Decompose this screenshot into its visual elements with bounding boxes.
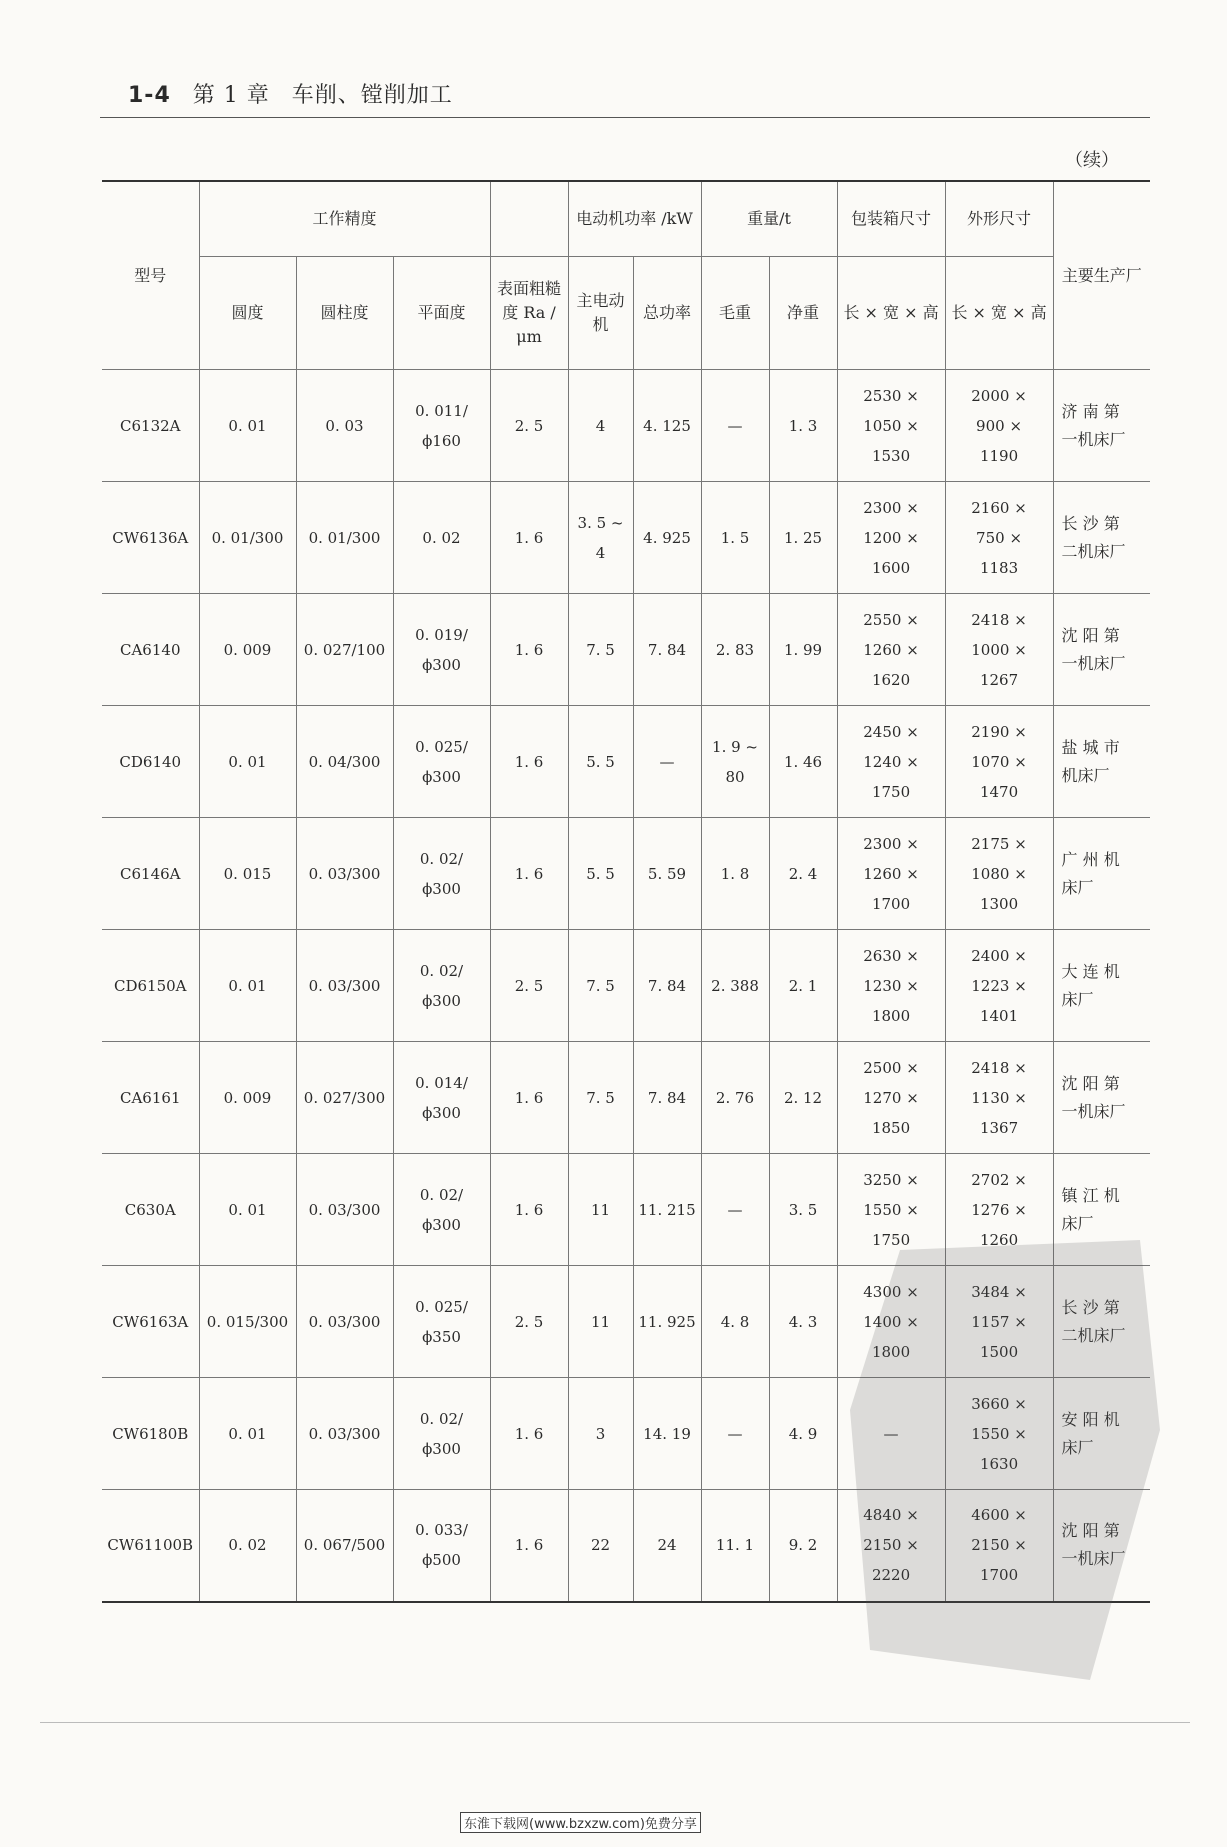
cell-net-weight: 1. 25	[769, 482, 837, 594]
cell-maker-line: 一机床厂	[1061, 1101, 1126, 1121]
cell-main-motor: 7. 5	[568, 930, 633, 1042]
cell-gross-weight: —	[701, 370, 769, 482]
cell-outline-dims-line: 1223 ×	[971, 976, 1027, 995]
table-row	[102, 370, 1150, 482]
cell-total-power: 7. 84	[633, 1042, 701, 1154]
cell-maker	[1053, 1154, 1150, 1266]
cell-maker-line: 床厂	[1061, 877, 1094, 897]
cell-outline-dims-line: 2418 ×	[971, 1058, 1027, 1077]
cell-roundness: 0. 01	[199, 930, 296, 1042]
cell-net-weight: 3. 5	[769, 1154, 837, 1266]
table-row	[102, 706, 1150, 818]
cell-total-power: 4. 925	[633, 482, 701, 594]
cell-package-dims	[837, 1490, 945, 1602]
cell-roughness: 2. 5	[490, 370, 568, 482]
cell-gross-weight: 2. 76	[701, 1042, 769, 1154]
cell-flatness-line: ϕ300	[422, 1215, 461, 1234]
cell-outline-dims-line: 2400 ×	[971, 946, 1027, 965]
cell-roundness: 0. 01/300	[199, 482, 296, 594]
cell-outline-dims-line: 1300	[979, 894, 1019, 913]
header-package-group: 包装箱尺寸	[837, 181, 945, 257]
cell-package-dims	[837, 930, 945, 1042]
cell-cylindricity: 0. 067/500	[296, 1490, 393, 1602]
cell-maker	[1053, 1490, 1150, 1602]
cell-maker-line: 二机床厂	[1061, 541, 1126, 561]
cell-model: CW6163A	[102, 1266, 199, 1378]
cell-cylindricity: 0. 03/300	[296, 1266, 393, 1378]
cell-flatness-line: ϕ300	[422, 879, 461, 898]
cell-total-power: 4. 125	[633, 370, 701, 482]
cell-flatness-line: 0. 02/	[419, 961, 464, 980]
cell-maker-line: 二机床厂	[1061, 1325, 1126, 1345]
table-row	[102, 1154, 1150, 1266]
header-maker: 主要生产厂	[1053, 181, 1150, 370]
header-roundness: 圆度	[199, 257, 296, 370]
cell-maker-line: 大 连 机	[1061, 961, 1120, 981]
cell-roundness: 0. 01	[199, 706, 296, 818]
cell-outline-dims	[945, 818, 1053, 930]
cell-gross-weight: 1. 5	[701, 482, 769, 594]
cell-flatness-line: 0. 011/	[415, 401, 468, 420]
cell-outline-dims	[945, 1154, 1053, 1266]
cell-maker	[1053, 930, 1150, 1042]
cell-package-dims	[837, 482, 945, 594]
cell-outline-dims-line: 1130 ×	[971, 1088, 1027, 1107]
cell-main-motor: 7. 5	[568, 594, 633, 706]
header-cylindricity: 圆柱度	[296, 257, 393, 370]
header-gross-weight: 毛重	[701, 257, 769, 370]
cell-package-dims-line: —	[883, 1424, 899, 1443]
continued-label: （续）	[1065, 150, 1119, 171]
cell-model: CW6180B	[102, 1378, 199, 1490]
cell-cylindricity: 0. 03/300	[296, 1154, 393, 1266]
cell-net-weight: 2. 12	[769, 1042, 837, 1154]
cell-total-power: 14. 19	[633, 1378, 701, 1490]
cell-roundness: 0. 015	[199, 818, 296, 930]
cell-model: CD6140	[102, 706, 199, 818]
cell-package-dims-line: 2530 ×	[863, 386, 919, 405]
cell-flatness-line: ϕ300	[422, 991, 461, 1010]
table-row	[102, 930, 1150, 1042]
cell-model: C630A	[102, 1154, 199, 1266]
cell-gross-weight: 11. 1	[701, 1490, 769, 1602]
cell-roundness: 0. 02	[199, 1490, 296, 1602]
cell-gross-weight: 2. 388	[701, 930, 769, 1042]
cell-outline-dims-line: 2190 ×	[971, 722, 1027, 741]
cell-outline-dims-line: 1080 ×	[971, 864, 1027, 883]
cell-maker	[1053, 1042, 1150, 1154]
cell-main-motor: 11	[568, 1154, 633, 1266]
cell-roundness: 0. 009	[199, 1042, 296, 1154]
header-rule	[100, 117, 1150, 118]
cell-roundness: 0. 01	[199, 1154, 296, 1266]
cell-net-weight: 2. 1	[769, 930, 837, 1042]
cell-maker-line: 沈 阳 第	[1061, 625, 1120, 645]
cell-model: C6132A	[102, 370, 199, 482]
cell-roughness: 1. 6	[490, 1378, 568, 1490]
cell-maker-line: 一机床厂	[1061, 653, 1126, 673]
table-body	[102, 370, 1150, 1602]
cell-flatness	[393, 930, 490, 1042]
cell-outline-dims-line: 1401	[979, 1006, 1019, 1025]
cell-total-power: 7. 84	[633, 594, 701, 706]
cell-net-weight: 1. 3	[769, 370, 837, 482]
cell-model: CW6136A	[102, 482, 199, 594]
cell-maker	[1053, 594, 1150, 706]
cell-maker	[1053, 370, 1150, 482]
cell-maker-line: 安 阳 机	[1061, 1409, 1120, 1429]
cell-total-power: 5. 59	[633, 818, 701, 930]
cell-roughness: 2. 5	[490, 1266, 568, 1378]
cell-cylindricity: 0. 03/300	[296, 818, 393, 930]
cell-roughness: 1. 6	[490, 818, 568, 930]
cell-maker-line: 长 沙 第	[1061, 1297, 1120, 1317]
cell-outline-dims-line: 1700	[979, 1566, 1019, 1585]
cell-package-dims-line: 1800	[871, 1006, 911, 1025]
cell-flatness-line: 0. 02/	[419, 1185, 464, 1204]
cell-total-power: 11. 925	[633, 1266, 701, 1378]
page-number: 1-4	[128, 83, 171, 108]
cell-outline-dims-line: 750 ×	[976, 528, 1023, 547]
cell-package-dims	[837, 1266, 945, 1378]
cell-package-dims-line: 1200 ×	[863, 528, 919, 547]
running-header	[128, 78, 453, 109]
cell-flatness-line: 0. 02	[422, 528, 461, 547]
cell-package-dims-line: 1400 ×	[863, 1312, 919, 1331]
cell-flatness-line: ϕ300	[422, 1439, 461, 1458]
cell-package-dims-line: 4300 ×	[863, 1282, 919, 1301]
cell-package-dims	[837, 1154, 945, 1266]
cell-flatness-line: ϕ160	[422, 431, 461, 450]
cell-maker-line: 盐 城 市	[1061, 737, 1120, 757]
cell-package-dims-line: 1230 ×	[863, 976, 919, 995]
header-flatness: 平面度	[393, 257, 490, 370]
cell-maker-line: 床厂	[1061, 1213, 1094, 1233]
cell-cylindricity: 0. 03	[296, 370, 393, 482]
table-row	[102, 1378, 1150, 1490]
cell-package-dims-line: 1750	[871, 782, 911, 801]
cell-maker-line: 济 南 第	[1061, 401, 1120, 421]
cell-package-dims-line: 2450 ×	[863, 722, 919, 741]
header-outline-dims: 长 × 宽 × 高	[945, 257, 1053, 370]
cell-package-dims-line: 1050 ×	[863, 416, 919, 435]
cell-outline-dims-line: 2418 ×	[971, 610, 1027, 629]
cell-cylindricity: 0. 01/300	[296, 482, 393, 594]
cell-outline-dims-line: 2702 ×	[971, 1170, 1027, 1189]
cell-net-weight: 2. 4	[769, 818, 837, 930]
cell-outline-dims	[945, 1378, 1053, 1490]
cell-cylindricity: 0. 03/300	[296, 1378, 393, 1490]
cell-cylindricity: 0. 04/300	[296, 706, 393, 818]
cell-maker	[1053, 1266, 1150, 1378]
header-motor-group: 电动机功率 /kW	[568, 181, 701, 257]
cell-maker-line: 镇 江 机	[1061, 1185, 1120, 1205]
cell-maker-line: 机床厂	[1061, 765, 1110, 785]
cell-roundness: 0. 009	[199, 594, 296, 706]
cell-model: C6146A	[102, 818, 199, 930]
cell-roundness: 0. 01	[199, 370, 296, 482]
cell-outline-dims-line: 1183	[979, 558, 1019, 577]
header-net-weight: 净重	[769, 257, 837, 370]
cell-cylindricity: 0. 03/300	[296, 930, 393, 1042]
cell-outline-dims-line: 4600 ×	[971, 1506, 1027, 1525]
cell-maker	[1053, 706, 1150, 818]
cell-total-power: 7. 84	[633, 930, 701, 1042]
cell-flatness-line: 0. 025/	[415, 1297, 468, 1316]
cell-maker	[1053, 482, 1150, 594]
cell-package-dims-line: 1260 ×	[863, 864, 919, 883]
cell-package-dims-line: 4840 ×	[863, 1506, 919, 1525]
cell-package-dims-line: 1750	[871, 1230, 911, 1249]
cell-package-dims-line: 2150 ×	[863, 1536, 919, 1555]
cell-outline-dims-line: 1157 ×	[971, 1312, 1027, 1331]
cell-outline-dims	[945, 594, 1053, 706]
cell-package-dims-line: 2500 ×	[863, 1058, 919, 1077]
cell-net-weight: 9. 2	[769, 1490, 837, 1602]
cell-flatness	[393, 1042, 490, 1154]
cell-package-dims-line: 2550 ×	[863, 610, 919, 629]
cell-flatness-line: 0. 02/	[419, 1409, 464, 1428]
cell-flatness	[393, 482, 490, 594]
cell-flatness	[393, 706, 490, 818]
cell-outline-dims-line: 1630	[979, 1454, 1019, 1473]
cell-total-power: —	[633, 706, 701, 818]
cell-package-dims-line: 2300 ×	[863, 498, 919, 517]
cell-package-dims-line: 1620	[871, 670, 911, 689]
cell-maker-line: 床厂	[1061, 989, 1094, 1009]
cell-outline-dims-line: 1470	[979, 782, 1019, 801]
header-package-dims: 长 × 宽 × 高	[837, 257, 945, 370]
cell-roughness: 1. 6	[490, 482, 568, 594]
cell-outline-dims	[945, 370, 1053, 482]
cell-package-dims-line: 1700	[871, 894, 911, 913]
cell-roughness: 1. 6	[490, 594, 568, 706]
cell-main-motor: 5. 5	[568, 818, 633, 930]
cell-outline-dims-line: 1267	[979, 670, 1019, 689]
cell-outline-dims-line: 1190	[979, 446, 1019, 465]
chapter-title: 车削、镗削加工	[291, 83, 453, 108]
cell-package-dims-line: 2300 ×	[863, 834, 919, 853]
cell-package-dims-line: 1530	[871, 446, 911, 465]
cell-maker	[1053, 1378, 1150, 1490]
cell-maker	[1053, 818, 1150, 930]
cell-outline-dims-line: 3484 ×	[971, 1282, 1027, 1301]
header-roughness-top	[490, 181, 568, 257]
cell-roughness: 1. 6	[490, 706, 568, 818]
table-row	[102, 1490, 1150, 1602]
cell-gross-weight: 1. 9 ~ 80	[701, 706, 769, 818]
cell-outline-dims	[945, 706, 1053, 818]
cell-flatness	[393, 1378, 490, 1490]
cell-gross-weight: —	[701, 1154, 769, 1266]
cell-package-dims	[837, 706, 945, 818]
cell-maker-line: 一机床厂	[1061, 429, 1126, 449]
cell-total-power: 24	[633, 1490, 701, 1602]
cell-flatness-line: ϕ500	[422, 1551, 461, 1570]
cell-package-dims-line: 1850	[871, 1118, 911, 1137]
cell-flatness	[393, 1490, 490, 1602]
cell-flatness-line: ϕ300	[422, 767, 461, 786]
cell-maker-line: 一机床厂	[1061, 1549, 1126, 1569]
cell-outline-dims-line: 1500	[979, 1342, 1019, 1361]
cell-flatness-line: 0. 033/	[415, 1521, 468, 1540]
cell-net-weight: 1. 46	[769, 706, 837, 818]
cell-model: CA6161	[102, 1042, 199, 1154]
cell-package-dims	[837, 1042, 945, 1154]
cell-main-motor: 11	[568, 1266, 633, 1378]
cell-maker-line: 床厂	[1061, 1437, 1094, 1457]
cell-flatness	[393, 1154, 490, 1266]
cell-outline-dims-line: 1000 ×	[971, 640, 1027, 659]
cell-package-dims-line: 1550 ×	[863, 1200, 919, 1219]
cell-main-motor: 3. 5 ~ 4	[568, 482, 633, 594]
cell-gross-weight: 1. 8	[701, 818, 769, 930]
cell-cylindricity: 0. 027/100	[296, 594, 393, 706]
header-total-power: 总功率	[633, 257, 701, 370]
cell-net-weight: 4. 3	[769, 1266, 837, 1378]
cell-outline-dims-line: 1367	[979, 1118, 1019, 1137]
cell-outline-dims-line: 2175 ×	[971, 834, 1027, 853]
cell-roughness: 1. 6	[490, 1154, 568, 1266]
cell-package-dims-line: 1800	[871, 1342, 911, 1361]
cell-package-dims-line: 2220	[871, 1566, 911, 1585]
cell-roughness: 1. 6	[490, 1042, 568, 1154]
cell-package-dims	[837, 370, 945, 482]
cell-roughness: 1. 6	[490, 1490, 568, 1602]
cell-package-dims-line: 1600	[871, 558, 911, 577]
cell-package-dims-line: 1260 ×	[863, 640, 919, 659]
table-row	[102, 482, 1150, 594]
cell-outline-dims	[945, 1266, 1053, 1378]
cell-outline-dims-line: 1260	[979, 1230, 1019, 1249]
bottom-rule	[40, 1722, 1190, 1723]
table-row	[102, 594, 1150, 706]
cell-outline-dims-line: 3660 ×	[971, 1394, 1027, 1413]
header-outline-group: 外形尺寸	[945, 181, 1053, 257]
cell-package-dims-line: 1270 ×	[863, 1088, 919, 1107]
cell-outline-dims-line: 1550 ×	[971, 1424, 1027, 1443]
cell-flatness-line: 0. 019/	[415, 625, 468, 644]
cell-main-motor: 7. 5	[568, 1042, 633, 1154]
cell-flatness-line: 0. 02/	[419, 849, 464, 868]
cell-outline-dims	[945, 482, 1053, 594]
cell-main-motor: 4	[568, 370, 633, 482]
cell-package-dims-line: 1240 ×	[863, 752, 919, 771]
cell-main-motor: 5. 5	[568, 706, 633, 818]
cell-maker-line: 广 州 机	[1061, 849, 1120, 869]
cell-main-motor: 3	[568, 1378, 633, 1490]
cell-flatness-line: ϕ300	[422, 1103, 461, 1122]
cell-maker-line: 长 沙 第	[1061, 513, 1120, 533]
cell-total-power: 11. 215	[633, 1154, 701, 1266]
cell-main-motor: 22	[568, 1490, 633, 1602]
cell-gross-weight: 4. 8	[701, 1266, 769, 1378]
cell-flatness	[393, 818, 490, 930]
cell-flatness	[393, 1266, 490, 1378]
cell-flatness	[393, 370, 490, 482]
cell-cylindricity: 0. 027/300	[296, 1042, 393, 1154]
cell-flatness-line: ϕ300	[422, 655, 461, 674]
cell-package-dims	[837, 594, 945, 706]
lathe-spec-table	[102, 180, 1150, 1603]
header-model: 型号	[102, 181, 199, 370]
cell-outline-dims-line: 1070 ×	[971, 752, 1027, 771]
cell-roundness: 0. 01	[199, 1378, 296, 1490]
table-row	[102, 818, 1150, 930]
cell-flatness-line: 0. 025/	[415, 737, 468, 756]
cell-roughness: 2. 5	[490, 930, 568, 1042]
cell-gross-weight: 2. 83	[701, 594, 769, 706]
header-roughness: 表面粗糙度 Ra /μm	[490, 257, 568, 370]
cell-outline-dims-line: 2000 ×	[971, 386, 1027, 405]
header-main-motor: 主电动机	[568, 257, 633, 370]
cell-flatness-line: 0. 014/	[415, 1073, 468, 1092]
cell-model: CW61100B	[102, 1490, 199, 1602]
footer-watermark: 东淮下载网(www.bzxzw.com)免费分享	[460, 1812, 701, 1833]
cell-outline-dims-line: 900 ×	[976, 416, 1023, 435]
cell-outline-dims	[945, 1042, 1053, 1154]
cell-package-dims	[837, 1378, 945, 1490]
cell-net-weight: 4. 9	[769, 1378, 837, 1490]
cell-package-dims-line: 2630 ×	[863, 946, 919, 965]
cell-flatness-line: ϕ350	[422, 1327, 461, 1346]
cell-package-dims	[837, 818, 945, 930]
cell-net-weight: 1. 99	[769, 594, 837, 706]
table-row	[102, 1266, 1150, 1378]
cell-outline-dims	[945, 930, 1053, 1042]
cell-roundness: 0. 015/300	[199, 1266, 296, 1378]
header-weight-group: 重量/t	[701, 181, 837, 257]
table-row	[102, 1042, 1150, 1154]
cell-package-dims-line: 3250 ×	[863, 1170, 919, 1189]
cell-model: CA6140	[102, 594, 199, 706]
cell-maker-line: 沈 阳 第	[1061, 1521, 1120, 1541]
cell-maker-line: 沈 阳 第	[1061, 1073, 1120, 1093]
cell-outline-dims-line: 2160 ×	[971, 498, 1027, 517]
cell-outline-dims-line: 2150 ×	[971, 1536, 1027, 1555]
cell-model: CD6150A	[102, 930, 199, 1042]
chapter-label: 第 1 章	[192, 83, 270, 108]
cell-flatness	[393, 594, 490, 706]
cell-outline-dims	[945, 1490, 1053, 1602]
header-precision-group: 工作精度	[199, 181, 490, 257]
cell-gross-weight: —	[701, 1378, 769, 1490]
cell-outline-dims-line: 1276 ×	[971, 1200, 1027, 1219]
